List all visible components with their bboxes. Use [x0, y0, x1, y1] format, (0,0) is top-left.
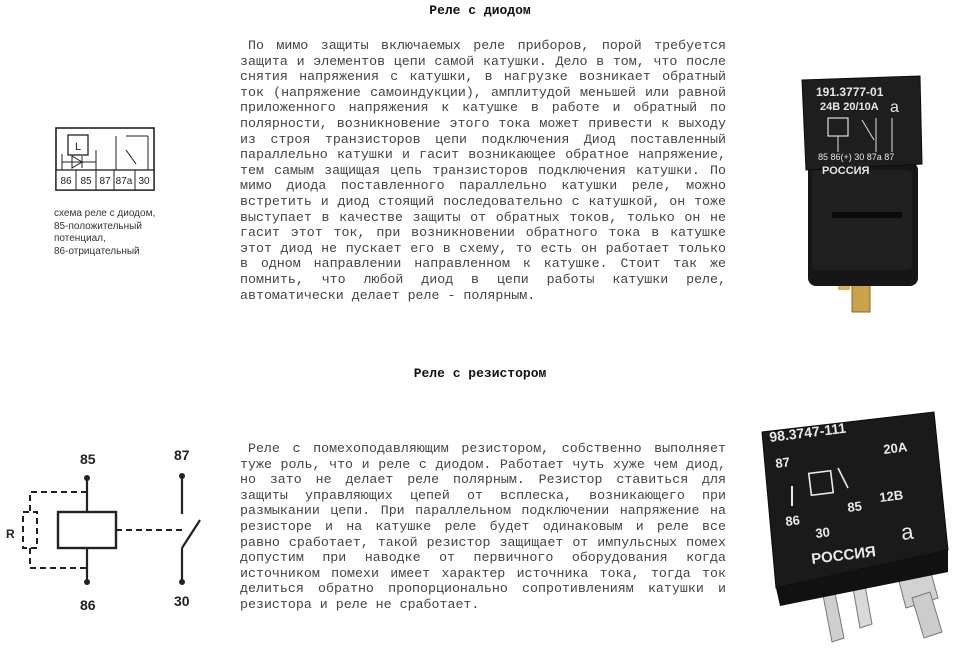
photo2-voltage: 12В — [878, 487, 905, 505]
relay-photo2-drawing — [752, 402, 958, 658]
pin-86: 86 — [60, 176, 72, 187]
relay-photo-drawing — [742, 52, 952, 342]
diode-relay-photo — [742, 52, 952, 342]
photo2-country: РОССИЯ — [810, 543, 877, 568]
photo1-pins: 85 86(+) 30 87a 87 — [818, 152, 895, 162]
caption-line: 86-отрицательный — [54, 245, 140, 257]
pin-85: 85 — [80, 176, 92, 187]
resistor-relay-photo — [752, 402, 958, 658]
caption-line: потенциал, — [54, 233, 106, 244]
pin-87a: 87a — [115, 176, 133, 187]
photo2-30: 30 — [814, 524, 831, 541]
photo2-87: 87 — [774, 454, 791, 471]
resistor-paragraph: Реле с помехоподавляющим резистором, собственно выполняет туже роль, что и реле с диодом. Работает чуть хуже чем диод, но зато не делает реле полярным. Резистор ставиться для защиты управляющих цепей от всплеска, возникающего при размыкании цепи. При параллельном подключении напряжение на резисторе и на катушке реле будет одинаковым и реле все равно сработает, такой резистор защищает от импульсных помех допустим при наводке от первичного оборудования когда источником помехи имеет характер источника тока, тогда ток делиться обратно пропорционально сопротивлениям катушки и резистора и реле не сработает. — [240, 441, 726, 612]
diode-paragraph: По мимо защиты включаемых реле приборов, порой требуется защита и элементов цепи самой катушки. Дело в том, что после снятия напряжения с катушки, в нагрузке возникает обратный ток (напряжение самоиндукции), амплитудой меньшей или равной приложенного напряжения к катушке в работе и обратный по полярности, возникновение этого тока может привести к выходу из строя транзисторов цепи подключения Диод поставленный параллельно катушки и гасит возникающее обратное напряжение, тем самым защищая цепь транзисторов подключения катушки. По мимо диода поставленного параллельно катушки реле, можно встретить и диод стоящий последовательно с катушкой, он тоже выступает в качестве защиты от обратных токов, только он не гасит этот ток, при возникновении обратного тока в катушке этот диод не пускает его в схему, то есть он работает только в одном направлении направленном к катушке. Стоит так же помнить, что любой диод в цепи работы катушки реле, автоматически делает реле - полярным. — [240, 38, 726, 303]
resistor-relay-schematic — [0, 440, 225, 640]
photo1-country: РОССИЯ — [822, 165, 870, 177]
section-title-resistor: Реле с резистором — [413, 366, 547, 381]
resistor-schematic-drawing — [0, 440, 225, 640]
coil-label: L — [74, 141, 82, 153]
section-title-diode: Реле с диодом — [429, 3, 531, 18]
caption-line: 85-положительный — [54, 220, 142, 232]
label-R: R — [6, 527, 15, 541]
photo2-brand: a — [899, 518, 915, 545]
photo1-brand: a — [890, 99, 899, 116]
photo1-line2: 24В 20/10А — [820, 101, 879, 113]
label-85: 85 — [80, 451, 96, 467]
photo1-line1: 191.3777-01 — [816, 85, 884, 99]
photo2-86: 86 — [784, 512, 801, 529]
schematic-caption — [54, 208, 194, 258]
label-30: 30 — [174, 593, 190, 609]
photo2-85: 85 — [846, 498, 863, 515]
photo2-rating: 20А — [882, 439, 909, 457]
label-86: 86 — [80, 597, 96, 613]
pin-87: 87 — [99, 176, 111, 187]
caption-line: схема реле с диодом, — [54, 208, 156, 219]
pin-30: 30 — [138, 176, 150, 187]
diode-relay-schematic — [18, 110, 198, 272]
label-87: 87 — [174, 447, 190, 463]
photo2-line1: 98.3747-111 — [768, 419, 847, 445]
